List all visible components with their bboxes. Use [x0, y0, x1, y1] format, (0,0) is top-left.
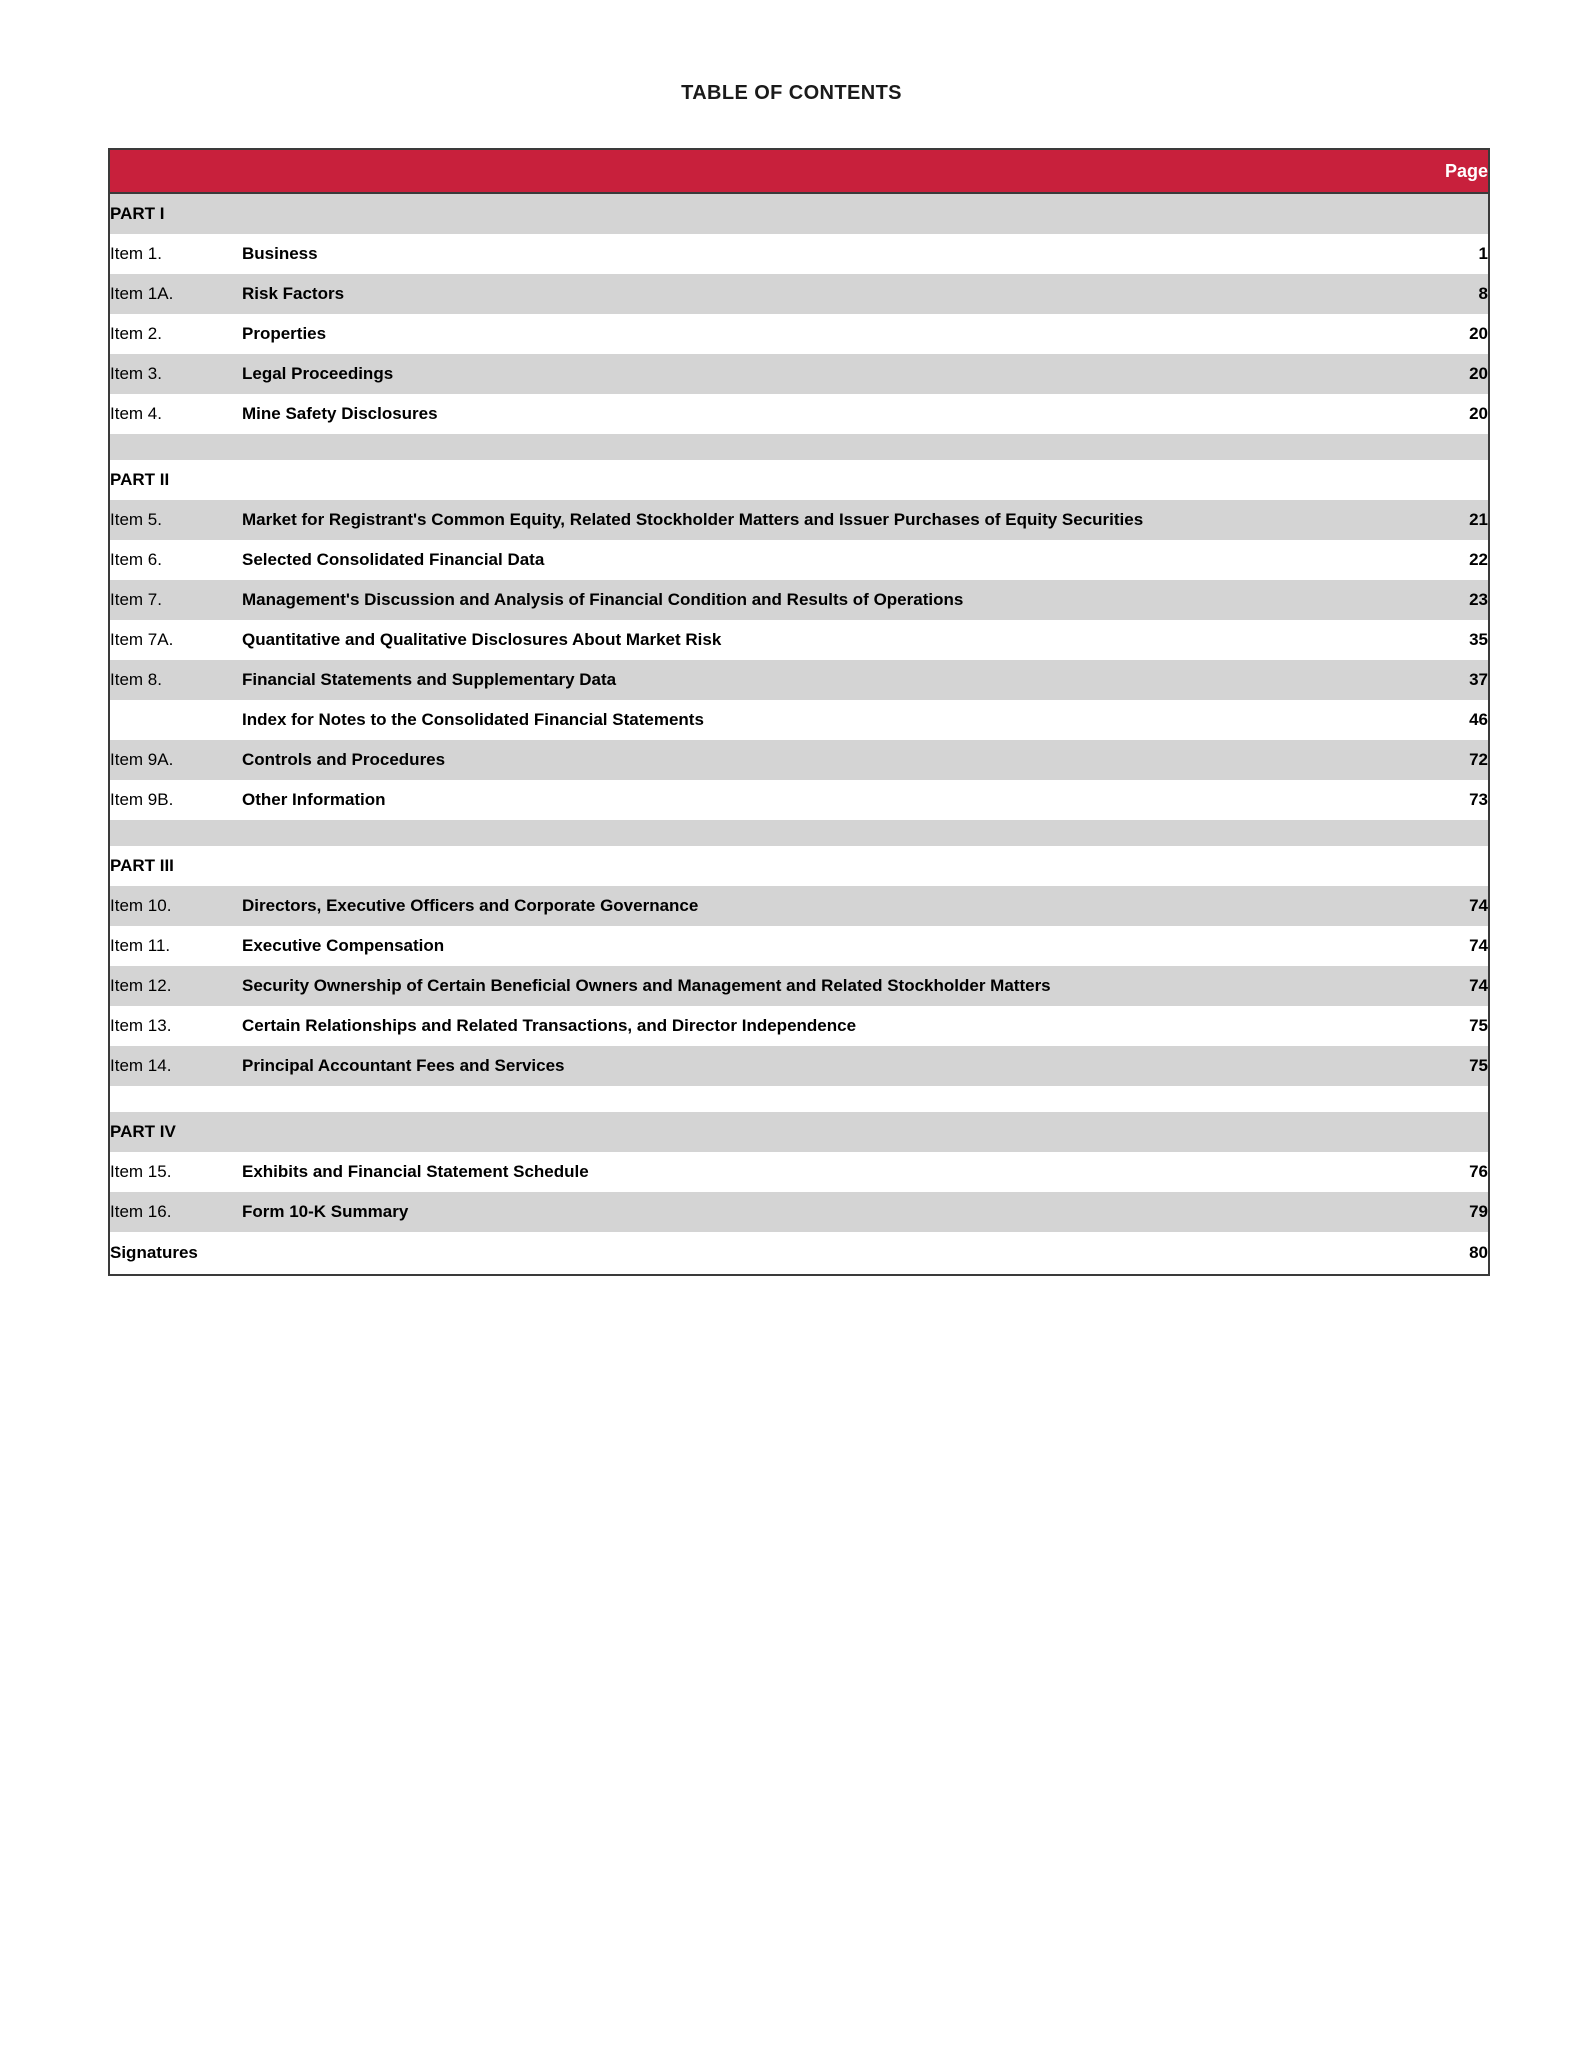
item-number: Item 16. — [110, 1192, 242, 1232]
toc-item-row — [110, 780, 1488, 820]
part-header-row — [110, 193, 1488, 234]
header-title-cell — [242, 150, 1382, 193]
item-title-link[interactable]: Controls and Procedures — [242, 740, 1382, 780]
item-title-link[interactable]: Financial Statements and Supplementary Data — [242, 660, 1382, 700]
toc-table-body — [110, 150, 1488, 1274]
part-title-cell — [242, 460, 1382, 500]
item-number: Item 7A. — [110, 620, 242, 660]
item-page-number: 75 — [1382, 1006, 1488, 1046]
item-page-number: 35 — [1382, 620, 1488, 660]
item-title-link[interactable]: Management's Discussion and Analysis of Financial Condition and Results of Operations — [242, 580, 1382, 620]
item-title-link[interactable]: Directors, Executive Officers and Corporate Governance — [242, 886, 1382, 926]
signatures-title-cell — [242, 1232, 1382, 1274]
part-page-cell — [1382, 1112, 1488, 1152]
item-page-number: 22 — [1382, 540, 1488, 580]
item-title-link[interactable]: Mine Safety Disclosures — [242, 394, 1382, 434]
item-page-number: 76 — [1382, 1152, 1488, 1192]
item-number: Item 13. — [110, 1006, 242, 1046]
item-page-number: 20 — [1382, 354, 1488, 394]
item-title-link[interactable]: Selected Consolidated Financial Data — [242, 540, 1382, 580]
item-number: Item 2. — [110, 314, 242, 354]
part-label: PART IV — [110, 1112, 242, 1152]
spacer-cell — [1382, 1086, 1488, 1112]
spacer-cell — [242, 434, 1382, 460]
item-page-number: 75 — [1382, 1046, 1488, 1086]
item-page-number: 21 — [1382, 500, 1488, 540]
item-number: Item 3. — [110, 354, 242, 394]
item-title-link[interactable]: Certain Relationships and Related Transactions, and Director Independence — [242, 1006, 1382, 1046]
toc-item-row — [110, 700, 1488, 740]
signatures-label[interactable]: Signatures — [110, 1232, 242, 1274]
item-page-number: 37 — [1382, 660, 1488, 700]
item-page-number: 1 — [1382, 234, 1488, 274]
table-of-contents — [108, 148, 1490, 1276]
item-number: Item 15. — [110, 1152, 242, 1192]
toc-item-row — [110, 1152, 1488, 1192]
part-title-cell — [242, 193, 1382, 234]
toc-item-row — [110, 620, 1488, 660]
spacer-row — [110, 1086, 1488, 1112]
item-number: Item 8. — [110, 660, 242, 700]
part-title-cell — [242, 1112, 1382, 1152]
item-page-number: 20 — [1382, 394, 1488, 434]
item-page-number: 74 — [1382, 966, 1488, 1006]
item-title-link[interactable]: Exhibits and Financial Statement Schedule — [242, 1152, 1382, 1192]
toc-item-row — [110, 1046, 1488, 1086]
item-title-link[interactable]: Principal Accountant Fees and Services — [242, 1046, 1382, 1086]
part-header-row — [110, 1112, 1488, 1152]
spacer-cell — [110, 820, 242, 846]
item-title-link[interactable]: Other Information — [242, 780, 1382, 820]
toc-header-row — [110, 150, 1488, 193]
item-page-number: 20 — [1382, 314, 1488, 354]
item-number: Item 14. — [110, 1046, 242, 1086]
part-page-cell — [1382, 460, 1488, 500]
item-title-link[interactable]: Risk Factors — [242, 274, 1382, 314]
spacer-cell — [242, 820, 1382, 846]
spacer-row — [110, 820, 1488, 846]
header-page-cell: Page — [1382, 150, 1488, 193]
item-page-number: 72 — [1382, 740, 1488, 780]
toc-item-row — [110, 926, 1488, 966]
item-number: Item 1A. — [110, 274, 242, 314]
toc-item-row — [110, 580, 1488, 620]
toc-table — [110, 150, 1488, 1274]
toc-item-row — [110, 500, 1488, 540]
part-page-cell — [1382, 846, 1488, 886]
item-title-link[interactable]: Market for Registrant's Common Equity, Related Stockholder Matters and Issuer Purchases of Equity Securities — [242, 500, 1382, 540]
toc-item-row — [110, 540, 1488, 580]
item-page-number: 23 — [1382, 580, 1488, 620]
item-title-link[interactable]: Executive Compensation — [242, 926, 1382, 966]
signatures-row — [110, 1232, 1488, 1274]
item-page-number: 73 — [1382, 780, 1488, 820]
toc-item-row — [110, 886, 1488, 926]
item-number: Item 10. — [110, 886, 242, 926]
item-number: Item 7. — [110, 580, 242, 620]
part-page-cell — [1382, 193, 1488, 234]
part-title-cell — [242, 846, 1382, 886]
spacer-row — [110, 434, 1488, 460]
toc-item-row — [110, 274, 1488, 314]
item-number: Item 5. — [110, 500, 242, 540]
toc-item-row — [110, 354, 1488, 394]
toc-item-row — [110, 234, 1488, 274]
toc-item-row — [110, 314, 1488, 354]
item-title-link[interactable]: Properties — [242, 314, 1382, 354]
part-label: PART I — [110, 193, 242, 234]
item-number: Item 9B. — [110, 780, 242, 820]
item-number: Item 9A. — [110, 740, 242, 780]
item-number — [110, 700, 242, 740]
spacer-cell — [1382, 434, 1488, 460]
toc-item-row — [110, 660, 1488, 700]
item-page-number: 74 — [1382, 926, 1488, 966]
part-label: PART II — [110, 460, 242, 500]
item-page-number: 46 — [1382, 700, 1488, 740]
item-page-number: 8 — [1382, 274, 1488, 314]
spacer-cell — [110, 1086, 242, 1112]
page-title: TABLE OF CONTENTS — [681, 82, 902, 104]
item-title-link[interactable]: Legal Proceedings — [242, 354, 1382, 394]
item-number: Item 6. — [110, 540, 242, 580]
spacer-cell — [242, 1086, 1382, 1112]
toc-item-row — [110, 1006, 1488, 1046]
part-header-row — [110, 460, 1488, 500]
spacer-cell — [110, 434, 242, 460]
item-title-link[interactable]: Business — [242, 234, 1382, 274]
item-title-link[interactable]: Quantitative and Qualitative Disclosures About Market Risk — [242, 620, 1382, 660]
toc-item-row — [110, 394, 1488, 434]
part-label: PART III — [110, 846, 242, 886]
item-title-link[interactable]: Form 10-K Summary — [242, 1192, 1382, 1232]
item-page-number: 79 — [1382, 1192, 1488, 1232]
item-number: Item 4. — [110, 394, 242, 434]
item-title-link[interactable]: Index for Notes to the Consolidated Financial Statements — [242, 700, 1382, 740]
toc-item-row — [110, 966, 1488, 1006]
item-number: Item 11. — [110, 926, 242, 966]
signatures-page-number: 80 — [1382, 1232, 1488, 1274]
item-number: Item 12. — [110, 966, 242, 1006]
toc-item-row — [110, 1192, 1488, 1232]
item-number: Item 1. — [110, 234, 242, 274]
header-item-cell — [110, 150, 242, 193]
item-page-number: 74 — [1382, 886, 1488, 926]
part-header-row — [110, 846, 1488, 886]
item-title-link[interactable]: Security Ownership of Certain Beneficial Owners and Management and Related Stockholder Matters — [242, 966, 1382, 1006]
spacer-cell — [1382, 820, 1488, 846]
toc-item-row — [110, 740, 1488, 780]
